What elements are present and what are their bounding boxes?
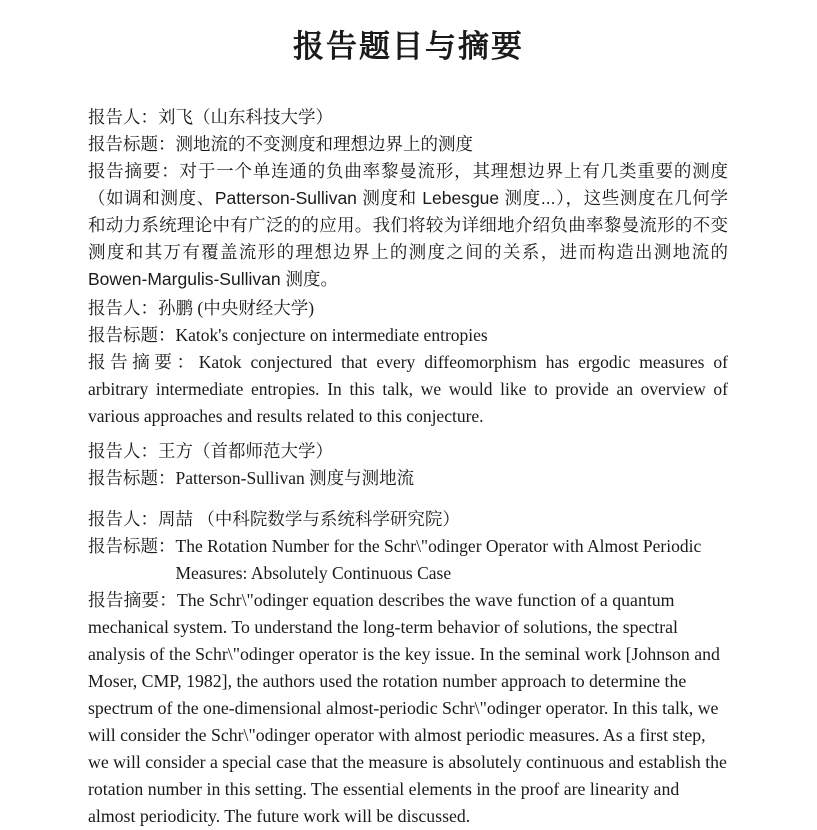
speaker-label: 报告人： (88, 298, 158, 318)
talk-block-3 (88, 438, 728, 492)
speaker-label: 报告人： (88, 509, 158, 529)
title-label: 报告标题： (88, 536, 176, 556)
talk-title: The Rotation Number for the Schr\"odinger Operator with Almost Periodic Measures: Absolutely Continuous Case (175, 536, 702, 583)
speaker-name: 周喆 （中科院数学与系统科学研究院） (158, 509, 460, 529)
title-label: 报告标题： (88, 325, 176, 345)
page-title: 报告题目与摘要 (293, 28, 524, 64)
talk-title: Patterson-Sullivan 测度与测地流 (175, 468, 415, 488)
talk-block-2 (88, 295, 728, 430)
speaker-name: 孙鹏 (中央财经大学) (158, 298, 315, 318)
abstract-label: 报告摘要： (88, 352, 199, 372)
speaker-row (88, 438, 728, 465)
talk-title: 测地流的不变测度和理想边界上的测度 (175, 134, 473, 154)
title-row (88, 322, 728, 349)
title-row (88, 465, 728, 492)
abstract-text: The Schr\"odinger equation describes the wave function of a quantum mechanical system. To understand the long-term behavior of solutions, the spectral analysis of the Schr\"odinger operator is the key issue. In the seminal work [Johnson and Moser, CMP, 1982], the authors used the rotation number approach to determine the spectrum of the one-dimensional almost-periodic Schr\"odinger operator. In this talk, we will consider the Schr\"odinger operator with almost periodic measures. As a first step, we will consider a special case that the measure is absolutely continuous and establish the rotation number in this setting. The essential elements in the proof are linearity and almost periodicity. The future work will be discussed. (88, 590, 727, 826)
abstract-row (88, 587, 728, 830)
abstract-row (88, 349, 728, 430)
talk-title: Katok's conjecture on intermediate entropies (175, 325, 488, 345)
abstract-text: 对于一个单连通的负曲率黎曼流形，其理想边界上有几类重要的测度（如调和测度、Patterson-Sullivan 测度和 Lebesgue 测度...），这些测度在几何学和动力系统理论中有广泛的的应用。我们将较为详细地介绍负曲率黎曼流形的不变测度和其万有覆盖流形的理想边界上的测度之间的关系，进而构造出测地流的 Bowen-Margulis-Sullivan 测度。 (88, 161, 729, 289)
abstract-label: 报告摘要： (88, 590, 177, 610)
speaker-label: 报告人： (88, 107, 158, 127)
title-row (88, 533, 728, 587)
abstract-text: Katok conjectured that every diffeomorphism has ergodic measures of arbitrary intermediate entropies. In this talk, we would like to provide an overview of various approaches and results related to this conjecture. (88, 352, 728, 426)
abstract-row (88, 158, 728, 293)
abstract-label: 报告摘要： (88, 161, 180, 181)
speaker-name: 刘飞（山东科技大学） (158, 107, 333, 127)
title-label: 报告标题： (88, 468, 176, 488)
speaker-row (88, 104, 728, 131)
title-label: 报告标题： (88, 134, 176, 154)
talk-block-1 (88, 104, 728, 293)
speaker-name: 王方（首都师范大学） (158, 441, 333, 461)
title-row (88, 131, 728, 158)
talk-block-4 (88, 506, 728, 830)
speaker-row (88, 506, 728, 533)
speaker-label: 报告人： (88, 441, 158, 461)
speaker-row (88, 295, 728, 322)
